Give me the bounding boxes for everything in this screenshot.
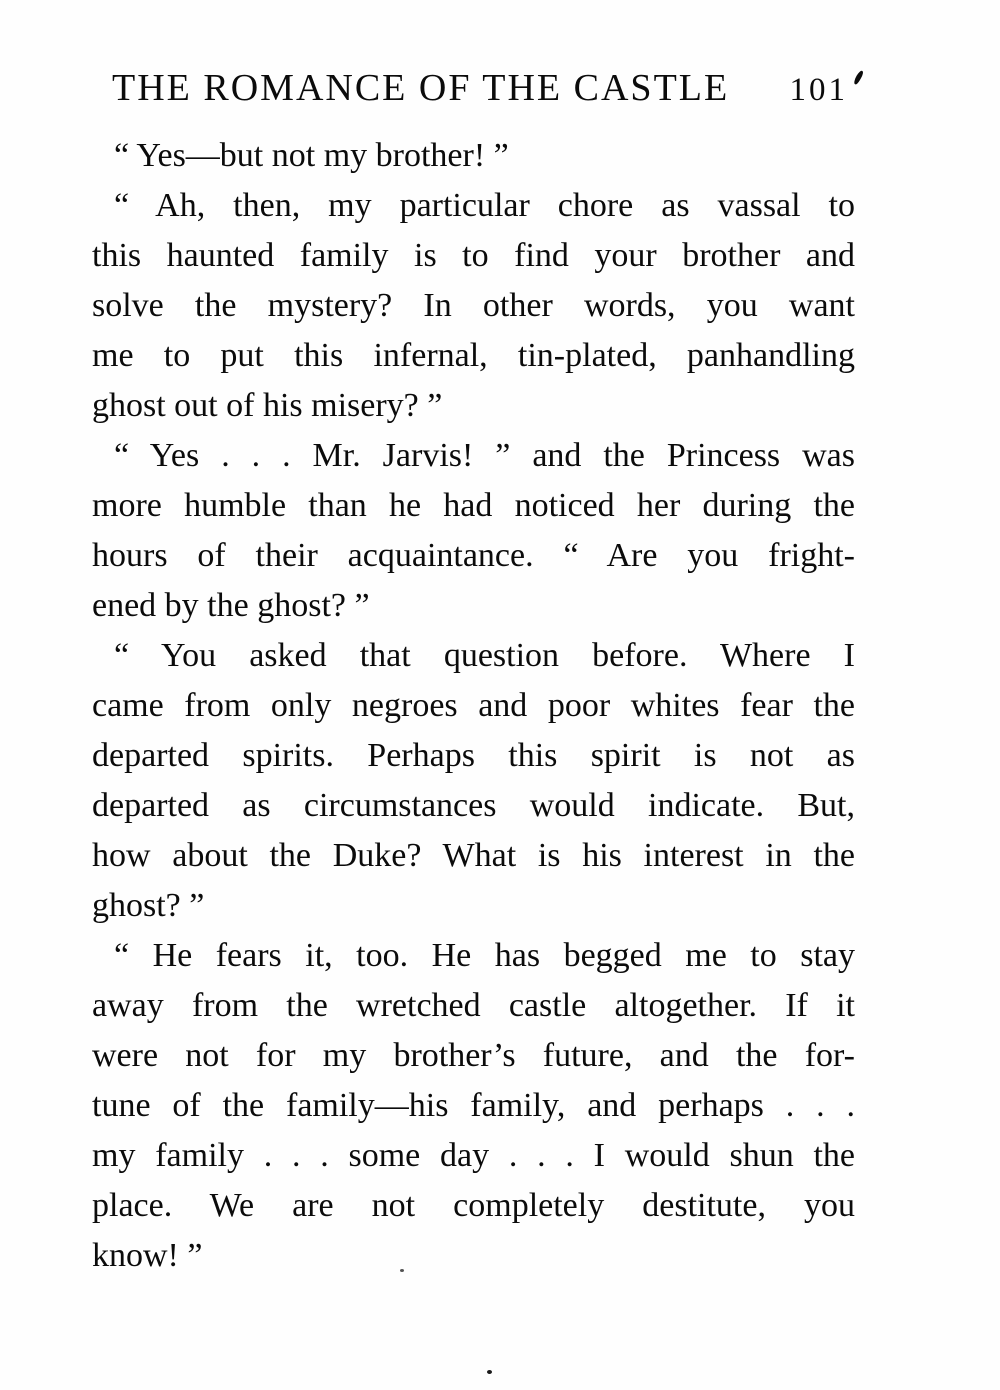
running-head [112,66,848,110]
paragraph [92,931,855,1281]
paragraph [92,131,855,181]
text-line: were not for my brother’s future, and the for- [92,1037,855,1074]
text-line: this haunted family is to find your brother and [92,237,855,274]
text-line: how about the Duke? What is his interest in the [92,837,855,874]
text-line: “ You asked that question before. Where I [114,637,855,674]
text-line: “ He fears it, too. He has begged me to stay [114,937,855,974]
paragraph [92,181,855,431]
page-number: 101 [789,72,848,108]
text-line: “ Ah, then, my particular chore as vassal to [114,187,855,224]
text-line: my family . . . some day . . . I would shun the [92,1137,855,1174]
text-line: ened by the ghost? ” [92,587,370,624]
text-line: me to put this infernal, tin-plated, panhandling [92,337,855,374]
text-line: tune of the family—his family, and perhaps . . . [92,1087,855,1124]
text-line: ghost out of his misery? ” [92,387,443,424]
text-line: hours of their acquaintance. “ Are you fright- [92,537,855,574]
scan-speck [400,1269,404,1272]
paragraph [92,431,855,631]
text-line: more humble than he had noticed her during the [92,487,855,524]
text-line: departed spirits. Perhaps this spirit is not as [92,737,855,774]
text-line: away from the wretched castle altogether. If it [92,987,855,1024]
text-line: departed as circumstances would indicate. But, [92,787,855,824]
scan-speck [487,1370,492,1374]
text-line: “ Yes . . . Mr. Jarvis! ” and the Princess was [114,437,855,474]
running-head-title: THE ROMANCE OF THE CASTLE [112,67,730,109]
paragraph [92,631,855,931]
text-line: place. We are not completely destitute, you [92,1187,855,1224]
text-line: know! ” [92,1237,203,1274]
text-line: ghost? ” [92,887,205,924]
text-line: “ Yes—but not my brother! ” [114,137,509,174]
text-block [92,131,855,1281]
text-line: solve the mystery? In other words, you want [92,287,855,324]
scan-tick-mark [853,70,865,85]
text-line: came from only negroes and poor whites fear the [92,687,855,724]
